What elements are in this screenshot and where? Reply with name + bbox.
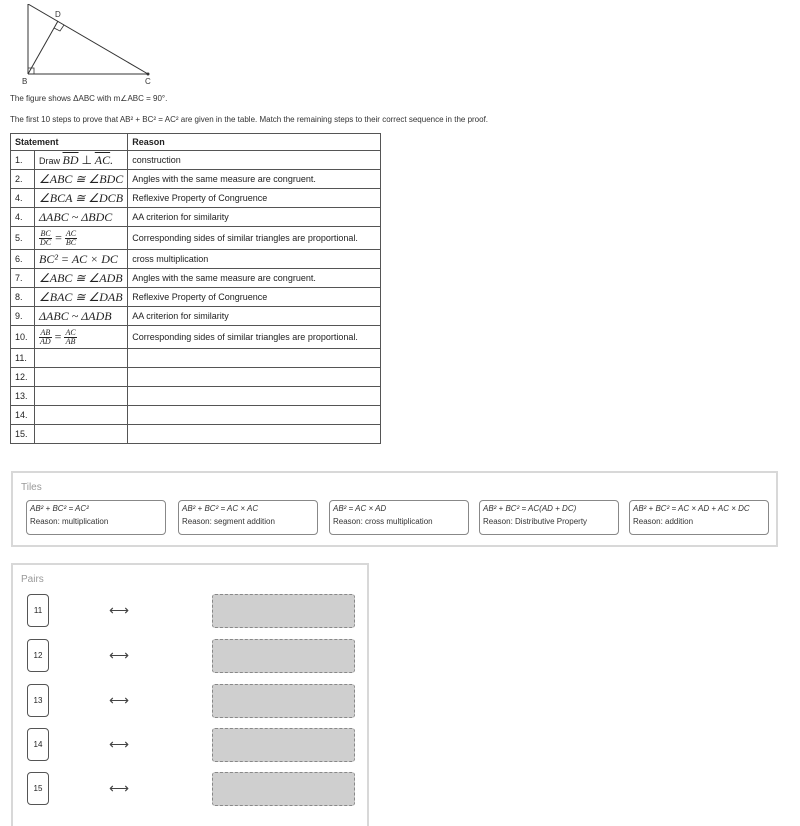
step-number: 4.	[11, 189, 35, 208]
double-arrow-icon: ⟷	[109, 780, 130, 796]
step-statement-empty	[35, 349, 128, 368]
label-b: B	[22, 77, 28, 86]
step-reason-empty	[128, 406, 381, 425]
table-row	[11, 387, 381, 406]
table-row	[11, 326, 381, 349]
table-row	[11, 250, 381, 269]
header-reason: Reason	[128, 134, 381, 151]
tile[interactable]	[26, 500, 166, 535]
table-row	[11, 151, 381, 170]
step-statement: ∠ABC ≅ ∠ADB	[35, 269, 128, 288]
step-reason: Reflexive Property of Congruence	[128, 288, 381, 307]
table-row	[11, 349, 381, 368]
table-row	[11, 189, 381, 208]
tile-reason: Reason: segment addition	[182, 517, 275, 526]
step-statement: Draw BD ⊥ AC.	[35, 151, 128, 170]
step-number: 13.	[11, 387, 35, 406]
step-statement: ΔABC ~ ΔADB	[35, 307, 128, 326]
step-number: 9.	[11, 307, 35, 326]
proof-table	[10, 133, 381, 444]
step-statement: ∠ABC ≅ ∠BDC	[35, 170, 128, 189]
drop-slot-13[interactable]	[212, 684, 355, 718]
step-reason: Corresponding sides of similar triangles are proportional.	[128, 326, 381, 349]
table-row	[11, 269, 381, 288]
step-reason: construction	[128, 151, 381, 170]
step-number: 12.	[11, 368, 35, 387]
table-row	[11, 227, 381, 250]
tile-equation: AB² + BC² = AC²	[30, 504, 89, 513]
tile-equation: AB² + BC² = AC × AD + AC × DC	[633, 504, 750, 513]
step-statement: $\frac{BC}{DC}$ = $\frac{AC}{BC}$	[35, 227, 128, 250]
step-reason-empty	[128, 425, 381, 444]
pair-number-14: 14	[27, 728, 49, 761]
header-statement: Statement	[11, 134, 128, 151]
double-arrow-icon: ⟷	[109, 647, 130, 663]
table-header-row	[11, 134, 381, 151]
label-c: C	[145, 77, 151, 86]
step-reason: AA criterion for similarity	[128, 208, 381, 227]
drop-slot-11[interactable]	[212, 594, 355, 628]
step-reason: AA criterion for similarity	[128, 307, 381, 326]
step-statement: ΔABC ~ ΔBDC	[35, 208, 128, 227]
step-number: 6.	[11, 250, 35, 269]
step-number: 5.	[11, 227, 35, 250]
step-reason: Angles with the same measure are congruent.	[128, 269, 381, 288]
tile[interactable]	[629, 500, 769, 535]
step-statement-empty	[35, 368, 128, 387]
double-arrow-icon: ⟷	[109, 602, 130, 618]
pair-number-12: 12	[27, 639, 49, 672]
step-statement-empty	[35, 406, 128, 425]
tile[interactable]	[178, 500, 318, 535]
pair-number-15: 15	[27, 772, 49, 805]
table-row	[11, 288, 381, 307]
tile-reason: Reason: addition	[633, 517, 694, 526]
tile-equation: AB² + BC² = AC(AD + DC)	[483, 504, 577, 513]
table-row	[11, 307, 381, 326]
tile-reason: Reason: cross multiplication	[333, 517, 433, 526]
intro-text: The figure shows ΔABC with m∠ABC = 90°.	[10, 94, 168, 103]
step-reason: Corresponding sides of similar triangles are proportional.	[128, 227, 381, 250]
step-reason: Reflexive Property of Congruence	[128, 189, 381, 208]
step-number: 1.	[11, 151, 35, 170]
tile-equation: AB² + BC² = AC × AC	[182, 504, 259, 513]
step-reason-empty	[128, 387, 381, 406]
step-statement: ∠BCA ≅ ∠DCB	[35, 189, 128, 208]
label-d: D	[55, 10, 61, 19]
tiles-title: Tiles	[21, 482, 42, 493]
triangle-figure	[14, 4, 164, 86]
pairs-title: Pairs	[21, 574, 44, 585]
tile[interactable]	[479, 500, 619, 535]
pair-number-13: 13	[27, 684, 49, 717]
table-row	[11, 406, 381, 425]
tiles-panel	[11, 471, 778, 547]
step-number: 7.	[11, 269, 35, 288]
step-number: 11.	[11, 349, 35, 368]
step-reason: cross multiplication	[128, 250, 381, 269]
step-statement-empty	[35, 387, 128, 406]
tile-reason: Reason: Distributive Property	[483, 517, 588, 526]
double-arrow-icon: ⟷	[109, 692, 130, 708]
tile[interactable]	[329, 500, 469, 535]
table-row	[11, 425, 381, 444]
drop-slot-15[interactable]	[212, 772, 355, 806]
double-arrow-icon: ⟷	[109, 736, 130, 752]
step-number: 15.	[11, 425, 35, 444]
step-statement-empty	[35, 425, 128, 444]
step-statement: BC² = AC × DC	[35, 250, 128, 269]
step-number: 8.	[11, 288, 35, 307]
step-reason: Angles with the same measure are congruent.	[128, 170, 381, 189]
instruction-text: The first 10 steps to prove that AB² + BC² = AC² are given in the table. Match the remaining steps to their correct sequence in the proof.	[10, 115, 489, 124]
tile-reason: Reason: multiplication	[30, 517, 109, 526]
drop-slot-12[interactable]	[212, 639, 355, 673]
step-reason-empty	[128, 349, 381, 368]
step-statement: ∠BAC ≅ ∠DAB	[35, 288, 128, 307]
table-row	[11, 368, 381, 387]
step-number: 2.	[11, 170, 35, 189]
table-row	[11, 170, 381, 189]
step-number: 14.	[11, 406, 35, 425]
pair-number-11: 11	[27, 594, 49, 627]
step-reason-empty	[128, 368, 381, 387]
pairs-panel	[11, 563, 369, 826]
table-row	[11, 208, 381, 227]
step-number: 4.	[11, 208, 35, 227]
step-statement: $\frac{AB}{AD}$ = $\frac{AC}{AB}$	[35, 326, 128, 349]
drop-slot-14[interactable]	[212, 728, 355, 762]
step-number: 10.	[11, 326, 35, 349]
tile-equation: AB² = AC × AD	[333, 504, 387, 513]
